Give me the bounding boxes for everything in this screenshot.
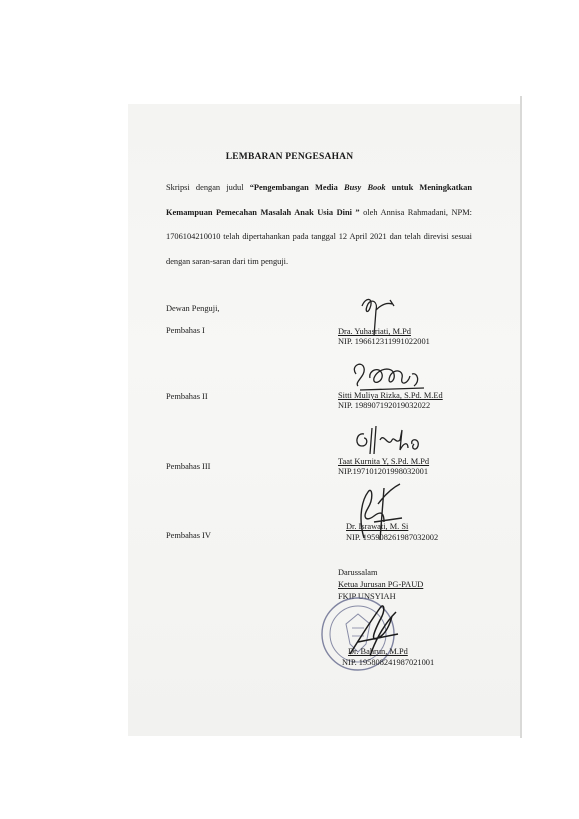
examiner-4-name: Dr. Israwati, M. Si bbox=[346, 522, 409, 531]
thesis-title-part2: untuk Meningkatkan Kemampuan Pemecahan Masalah Anak Usia Dini ” bbox=[166, 183, 473, 217]
examiner-1-name: Dra. Yuhasriati, M.Pd bbox=[338, 327, 411, 336]
examiner-4-signature bbox=[344, 478, 414, 548]
examiner-3-nip: NIP.197101201998032001 bbox=[338, 467, 429, 476]
examiner-1-role: Pembahas I bbox=[166, 326, 205, 335]
examiner-2-signature bbox=[348, 356, 434, 396]
approval-paragraph bbox=[166, 176, 472, 274]
approval-faculty: FKIP UNSYIAH bbox=[338, 592, 396, 601]
approval-place: Darussalam bbox=[338, 568, 378, 577]
paragraph-intro: Skripsi dengan judul bbox=[166, 183, 250, 192]
thesis-title-part1: “Pengembangan Media bbox=[249, 183, 345, 192]
approval-name: Dr. Bahrun, M.Pd bbox=[348, 647, 408, 656]
examiner-2-nip: NIP. 198907192019032022 bbox=[338, 401, 431, 410]
examiner-4-nip: NIP. 195908261987032002 bbox=[346, 533, 439, 542]
examiner-3-name: Taat Kurnita Y, S.Pd. M.Pd bbox=[338, 457, 430, 466]
dewan-penguji-label: Dewan Penguji, bbox=[166, 304, 220, 313]
thesis-title-busy-book: Busy Book bbox=[344, 183, 386, 192]
examiner-2-name: Sitti Muliya Rizka, S.Pd. M.Ed bbox=[338, 391, 443, 400]
examiner-3-role: Pembahas III bbox=[166, 462, 211, 471]
page-edge-line bbox=[520, 96, 522, 738]
approval-nip: NIP. 195808241987021001 bbox=[342, 658, 435, 667]
examiner-1-signature bbox=[352, 292, 412, 340]
document-title: LEMBARAN PENGESAHAN bbox=[225, 152, 354, 162]
examiner-4-role: Pembahas IV bbox=[166, 531, 211, 540]
approval-position: Ketua Jurusan PG-PAUD bbox=[338, 580, 424, 589]
examiner-2-role: Pembahas II bbox=[166, 392, 208, 401]
paragraph-rest: oleh Annisa Rahmadani, NPM: 1706104210010 telah dipertahankan pada tanggal 12 April 2021 dan telah direvisi sesuai dengan saran-saran dari tim penguji. bbox=[166, 207, 472, 266]
examiner-1-nip: NIP. 196612311991022001 bbox=[338, 337, 430, 346]
examiner-3-signature bbox=[350, 420, 432, 460]
